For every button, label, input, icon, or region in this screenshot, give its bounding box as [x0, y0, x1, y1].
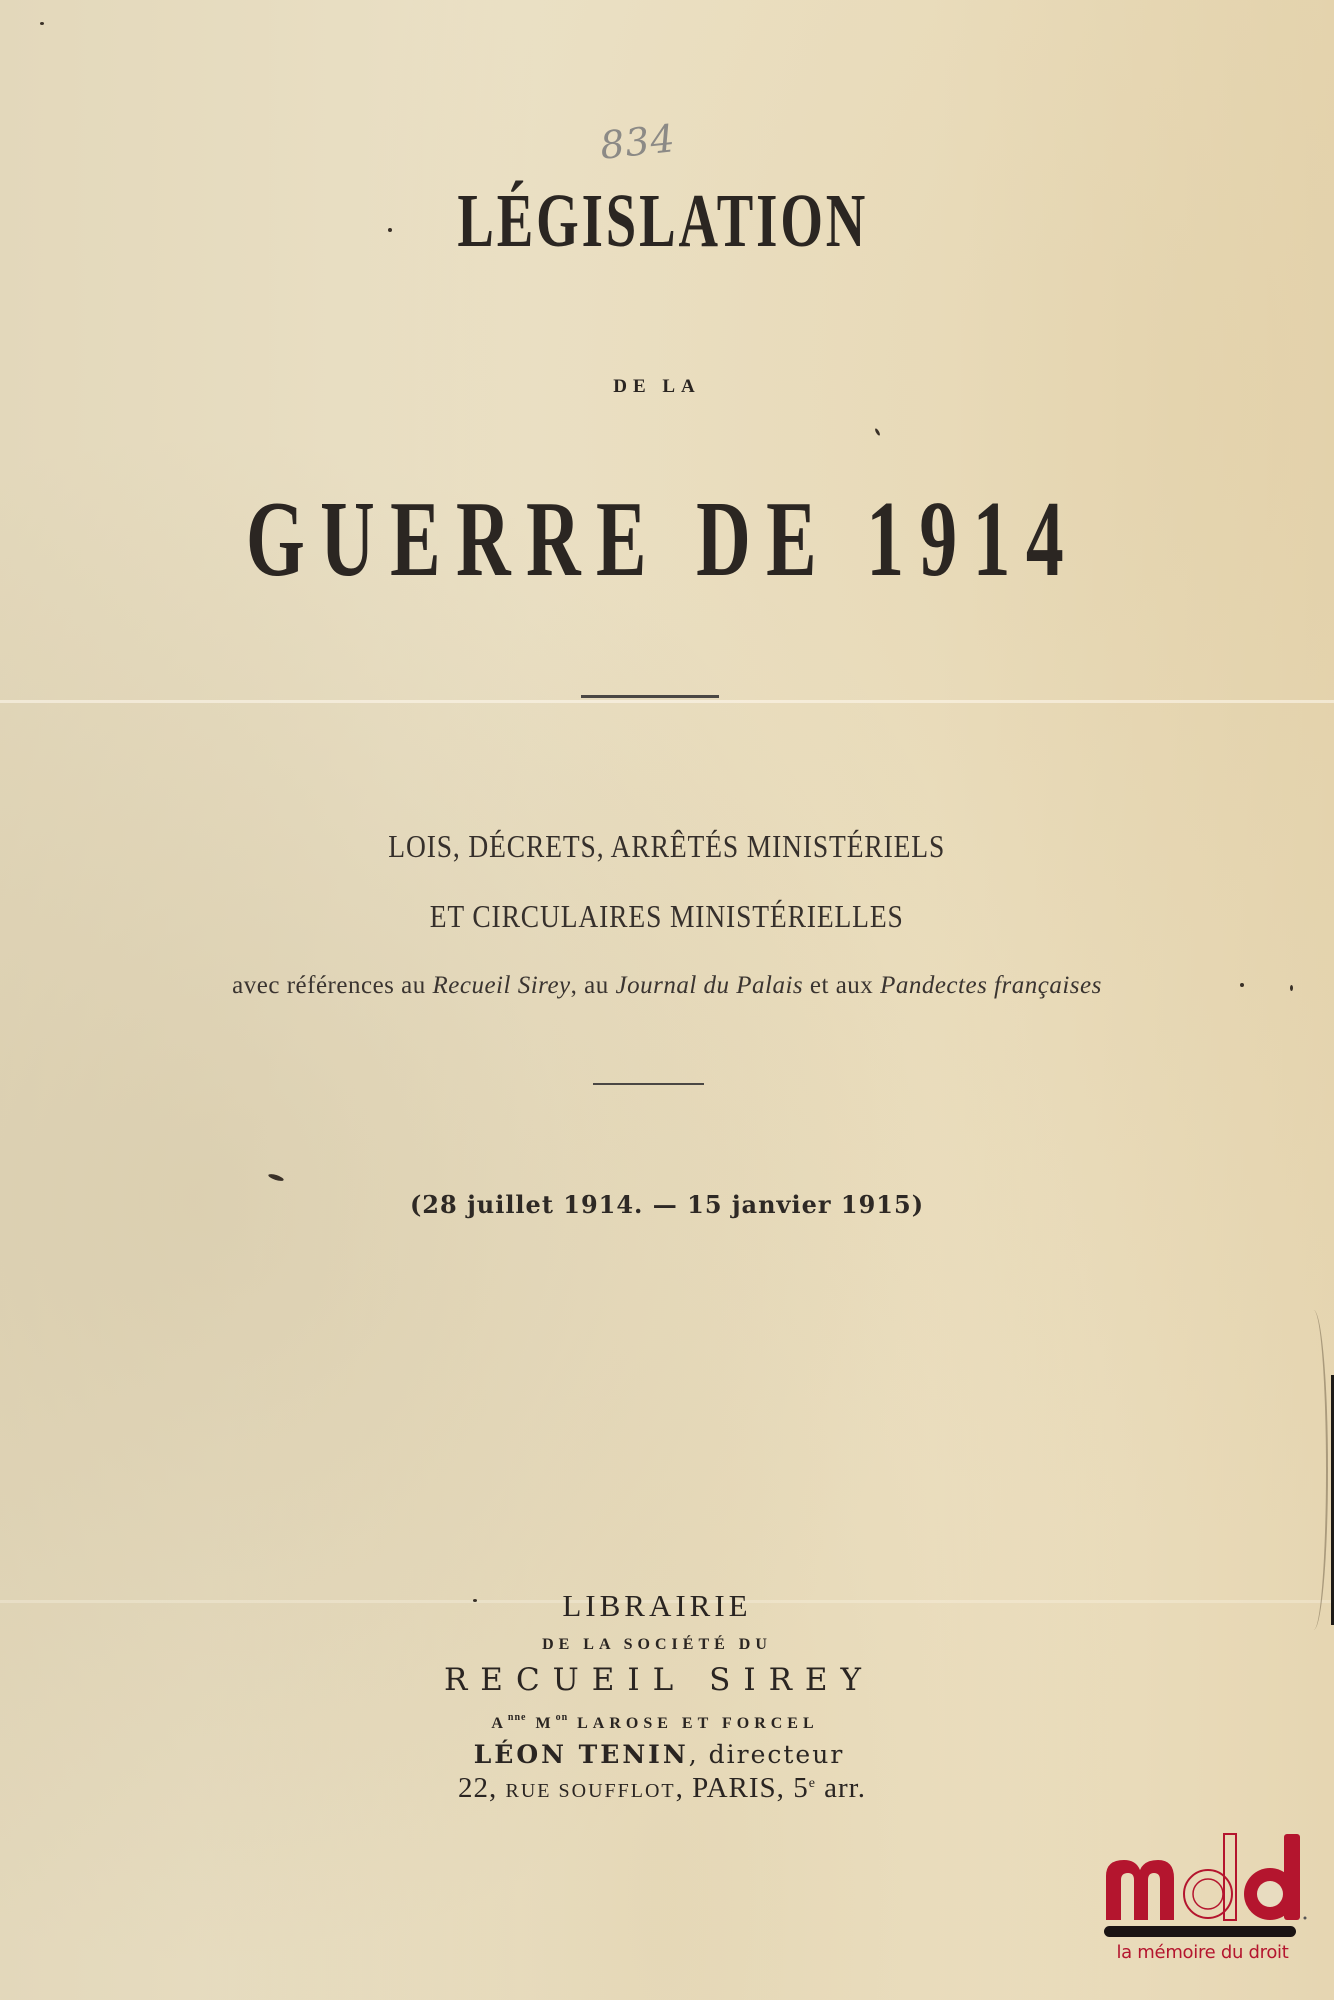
- director-title: , directeur: [688, 1740, 845, 1769]
- date-range: (28 juillet 1914. — 15 janvier 1915): [409, 1190, 925, 1219]
- publisher-recueil-sirey: RECUEIL SIREY: [443, 1662, 875, 1698]
- publisher-larose-forcel: $A^{nne}$ $M^{on}$ LAROSE ET FORCEL: [491, 1712, 819, 1732]
- paper-speck: [1240, 983, 1244, 987]
- paper-speck: [1290, 985, 1293, 991]
- paper-speck: [874, 428, 881, 436]
- title-guerre-de-1914: GUERRE DE 1914: [245, 480, 1080, 599]
- references-separator: et aux: [803, 972, 881, 999]
- director-name: LÉON TENIN: [473, 1740, 689, 1769]
- references-line: [0, 972, 1334, 1000]
- paper-speck: [388, 228, 392, 232]
- publisher-address: 22, RUE SOUFFLOT, PARIS, 5e arr.: [458, 1772, 866, 1804]
- mdd-logo: [1100, 1828, 1320, 1978]
- references-prefix: avec références au: [232, 972, 433, 999]
- scan-artifact-line: [0, 700, 1334, 703]
- publisher-director: [0, 1740, 1326, 1769]
- paper-speck: [473, 1599, 477, 1602]
- mdd-logo-bar: [1104, 1926, 1296, 1937]
- title-legislation: LÉGISLATION: [457, 179, 869, 263]
- reference-recueil-sirey: Recueil Sirey: [432, 972, 571, 999]
- title-connector: DE LA: [613, 376, 701, 397]
- reference-pandectes-francaises: Pandectes françaises: [880, 972, 1102, 999]
- publisher-societe: DE LA SOCIÉTÉ DU: [542, 1636, 772, 1653]
- subtitle-line-2: ET CIRCULAIRES MINISTÉRIELLES: [429, 898, 904, 934]
- mdd-logo-mark-icon: [1100, 1828, 1320, 1928]
- paper-speck: [40, 22, 44, 25]
- references-separator: , au: [570, 972, 616, 999]
- reference-journal-du-palais: Journal du Palais: [615, 972, 804, 999]
- paper-stain: [268, 1173, 285, 1183]
- mdd-logo-tagline: la mémoire du droit: [1116, 1942, 1289, 1963]
- page-edge-curve: [1304, 1310, 1328, 1630]
- divider-rule: [593, 1083, 704, 1085]
- divider-rule: [581, 695, 719, 698]
- handwritten-shelfmark: 834: [597, 116, 678, 168]
- subtitle-line-1: LOIS, DÉCRETS, ARRÊTÉS MINISTÉRIELS: [388, 828, 946, 864]
- publisher-librairie: LIBRAIRIE: [562, 1588, 752, 1623]
